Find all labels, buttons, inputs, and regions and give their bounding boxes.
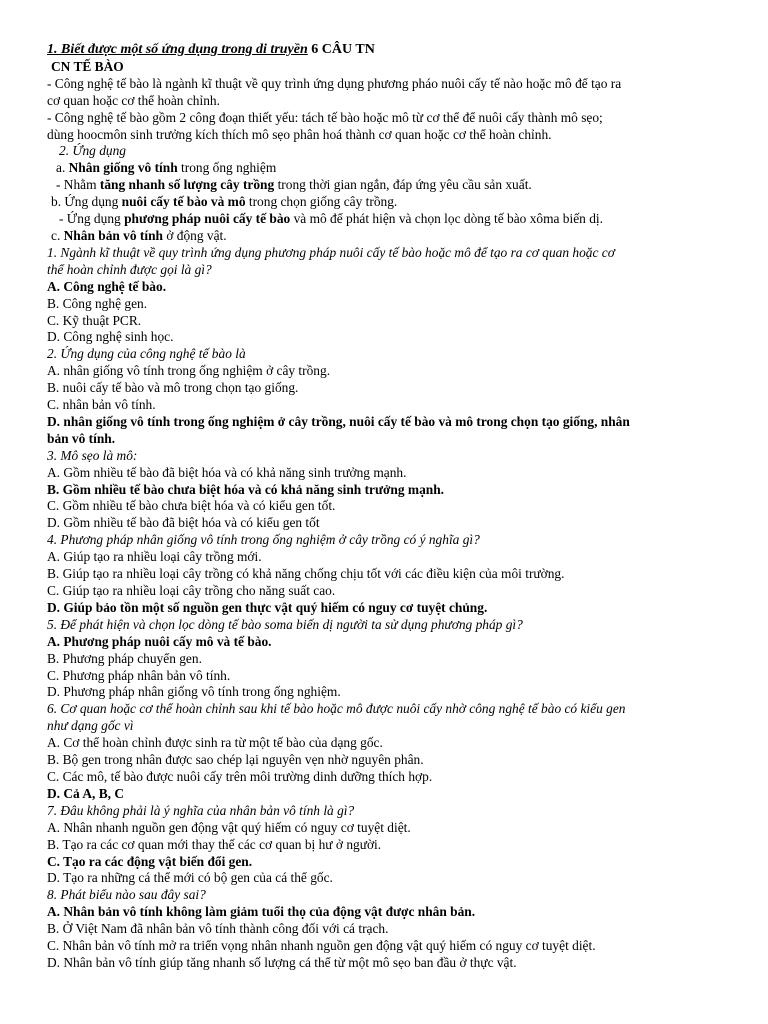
answer-option-correct: D. Giúp bảo tồn một số nguồn gen thực vật quý hiếm có nguy cơ tuyệt chủng. — [47, 599, 488, 615]
application-a-bold: Nhân giống vô tính — [68, 160, 178, 176]
question-block — [47, 803, 728, 888]
answer-option-correct: A. Công nghệ tế bào. — [47, 278, 167, 294]
answer-option: A. Gồm nhiều tế bào đã biệt hóa và có khả năng sinh trưởng mạnh. — [47, 464, 407, 480]
application-b-prefix: b. Ứng dụng — [51, 194, 122, 210]
question-block — [47, 245, 728, 346]
question-text: 8. Phát biểu nào sau đây sai? — [47, 887, 206, 903]
answer-option: C. Các mô, tế bào được nuôi cấy trên môi trường dinh dưỡng thích hợp. — [47, 768, 433, 784]
application-a — [47, 160, 728, 177]
topic-title: 1. Biết được một số ứng dụng trong di truyền — [47, 42, 308, 57]
answer-option-correct: bản vô tính. — [47, 430, 116, 446]
answer-option: C. Phương pháp nhân bản vô tính. — [47, 667, 231, 683]
application-b-detail — [47, 211, 728, 228]
answer-option: D. Gồm nhiều tế bào đã biệt hóa và có kiểu gen tốt — [47, 515, 320, 531]
application-b-detail-suffix: và mô để phát hiện và chọn lọc dòng tế bào xôma biến dị. — [290, 211, 603, 227]
question-text: 5. Để phát hiện và chọn lọc dòng tế bào soma biến dị người ta sử dụng phương pháp gì? — [47, 616, 523, 632]
intro-line: - Công nghệ tế bào gồm 2 công đoạn thiết yếu: tách tế bào hoặc mô từ cơ thể để nuôi cấy thành mô sẹo; — [47, 109, 603, 125]
application-c-prefix: c. — [51, 227, 64, 243]
intro-line: - Công nghệ tế bào là ngành kĩ thuật về quy trình ứng dụng phương pháo nuôi cấy tế nào hoặc mô để tạo ra — [47, 75, 622, 91]
intro-line: dùng hoocmôn sinh trưởng kích thích mô sẹo phân hoá thành cơ quan hoặc cơ thể hoàn chỉnh. — [47, 126, 552, 142]
application-b-detail-bold: phương pháp nuôi cấy tế bào — [124, 211, 291, 227]
question-text: 6. Cơ quan hoặc cơ thể hoàn chỉnh sau khi tế bào hoặc mô được nuôi cấy nhờ công nghệ tế bào có kiểu gen — [47, 701, 626, 717]
answer-option: B. Bộ gen trong nhân được sao chép lại nguyên vẹn nhờ nguyên phân. — [47, 752, 424, 768]
answer-option: B. Phương pháp chuyển gen. — [47, 650, 202, 666]
question-text: 7. Đâu không phải là ý nghĩa của nhân bản vô tính là gì? — [47, 802, 355, 818]
application-a-detail — [47, 177, 728, 194]
application-a-detail-bold: tăng nhanh số lượng cây trồng — [99, 177, 275, 193]
applications-title: 2. Ứng dụng — [59, 143, 127, 159]
answer-option-correct: D. Cả A, B, C — [47, 785, 125, 801]
application-a-detail-prefix: - Nhằm — [56, 177, 100, 193]
answer-option: B. Tạo ra các cơ quan mới thay thế các cơ quan bị hư ở người. — [47, 836, 382, 852]
applications-section — [47, 143, 728, 244]
application-b-suffix: trong chọn giống cây trồng. — [245, 194, 398, 210]
question-list — [47, 245, 728, 972]
question-block — [47, 701, 728, 802]
question-block — [47, 887, 728, 972]
application-b-bold: nuôi cấy tế bào và mô — [121, 194, 246, 210]
application-a-detail-suffix: trong thời gian ngắn, đáp ứng yêu cầu sản xuất. — [274, 177, 532, 193]
answer-option: A. Cơ thể hoàn chỉnh được sinh ra từ một tế bào của dạng gốc. — [47, 735, 383, 751]
intro-text — [47, 76, 728, 144]
answer-option: A. nhân giống vô tính trong ống nghiệm ở cây trồng. — [47, 363, 331, 379]
answer-option: C. Nhân bản vô tính mở ra triển vọng nhân nhanh nguồn gen động vật quý hiếm có nguy cơ tuyệt diệt. — [47, 938, 596, 954]
question-text: 2. Ứng dụng của công nghệ tế bào là — [47, 346, 246, 362]
question-block — [47, 532, 728, 617]
answer-option: B. Công nghệ gen. — [47, 295, 148, 311]
answer-option: B. Giúp tạo ra nhiều loại cây trồng có khả năng chống chịu tốt với các điều kiện của môi trường. — [47, 566, 565, 582]
question-count: 6 CÂU TN — [307, 42, 375, 57]
answer-option: C. Kỹ thuật PCR. — [47, 312, 142, 328]
answer-option: C. Giúp tạo ra nhiều loại cây trồng cho năng suất cao. — [47, 583, 336, 598]
document-heading — [47, 42, 728, 59]
application-c-suffix: ở động vật. — [163, 227, 227, 243]
answer-option: A. Nhân nhanh nguồn gen động vật quý hiếm có nguy cơ tuyệt diệt. — [47, 819, 411, 835]
question-text: 1. Ngành kĩ thuật về quy trình ứng dụng phương pháp nuôi cấy tế bào hoặc mô để tạo ra cơ quan hoặc cơ — [47, 244, 615, 260]
question-block — [47, 617, 728, 702]
question-text: thể hoàn chỉnh được gọi là gì? — [47, 261, 212, 277]
application-a-prefix: a. — [56, 160, 69, 176]
application-a-suffix: trong ống nghiệm — [177, 160, 277, 176]
question-text: 4. Phương pháp nhân giống vô tính trong ống nghiệm ở cây trồng có ý nghĩa gì? — [47, 532, 480, 548]
answer-option-correct: B. Gồm nhiều tế bào chưa biệt hóa và có khả năng sinh trưởng mạnh. — [47, 481, 445, 497]
answer-option-correct: C. Tạo ra các động vật biến đổi gen. — [47, 853, 253, 869]
answer-option: D. Tạo ra những cá thể mới có bộ gen của cá thể gốc. — [47, 870, 333, 886]
intro-line: cơ quan hoặc cơ thể hoàn chỉnh. — [47, 92, 220, 108]
question-text: như dạng gốc vì — [47, 718, 134, 734]
answer-option-correct: D. nhân giống vô tính trong ống nghiệm ở cây trồng, nuôi cấy tế bào và mô trong chọn tạo giống, nhân — [47, 413, 630, 429]
question-block — [47, 448, 728, 533]
application-c-bold: Nhân bản vô tính — [63, 227, 163, 243]
answer-option: D. Công nghệ sinh học. — [47, 329, 174, 345]
application-b — [47, 194, 728, 211]
answer-option-correct: A. Nhân bản vô tính không làm giảm tuổi thọ của động vật được nhân bản. — [47, 904, 476, 920]
question-text: 3. Mô sẹo là mô: — [47, 447, 138, 463]
answer-option: D. Nhân bản vô tính giúp tăng nhanh số lượng cá thể từ một mô sẹo ban đầu ở thực vật. — [47, 954, 517, 970]
application-b-detail-prefix: - Ứng dụng — [59, 211, 125, 227]
answer-option: A. Giúp tạo ra nhiều loại cây trồng mới. — [47, 549, 262, 565]
answer-option: C. Gồm nhiều tế bào chưa biệt hóa và có kiểu gen tốt. — [47, 498, 336, 514]
answer-option: B. Ở Việt Nam đã nhân bản vô tính thành công đối với cá trạch. — [47, 921, 389, 937]
answer-option: C. nhân bản vô tính. — [47, 397, 156, 413]
answer-option: B. nuôi cấy tế bào và mô trong chọn tạo giống. — [47, 380, 299, 396]
section-title: CN TẾ BÀO — [51, 58, 124, 74]
question-block — [47, 346, 728, 447]
answer-option-correct: A. Phương pháp nuôi cấy mô và tế bào. — [47, 633, 272, 649]
answer-option: D. Phương pháp nhân giống vô tính trong ống nghiệm. — [47, 684, 341, 700]
application-c — [47, 228, 728, 245]
